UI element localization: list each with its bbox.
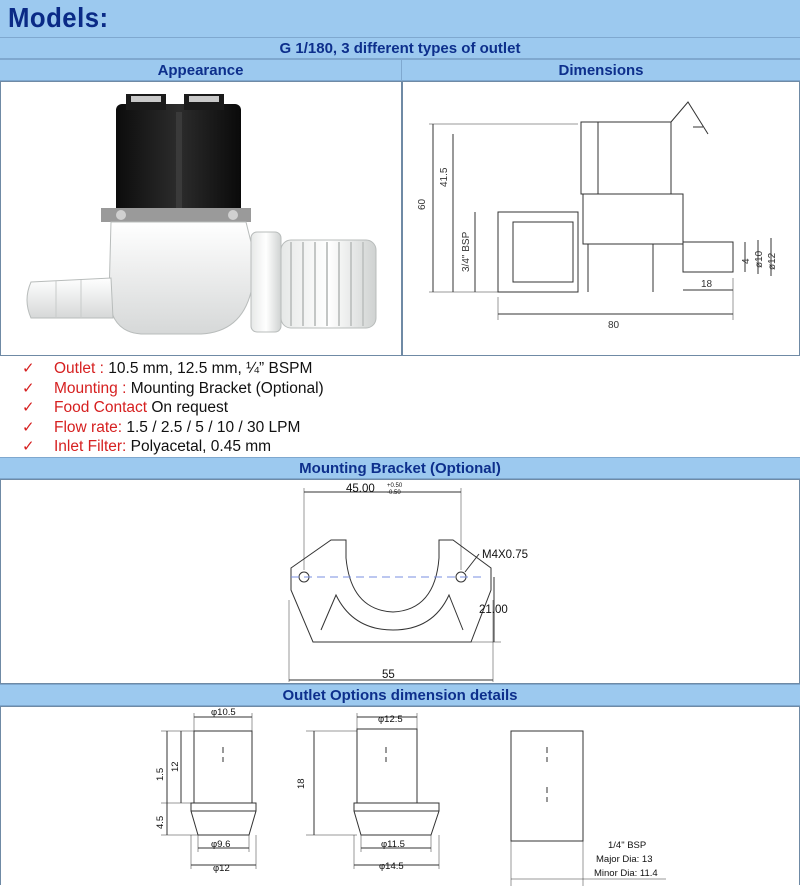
dim-inner: 4 <box>741 258 752 264</box>
dim-h-body: 41.5 <box>439 167 450 187</box>
bracket-width: 45.00 <box>346 483 375 495</box>
o3-line3: Minor Dia: 11.4 <box>594 868 658 879</box>
bracket-base: 55 <box>382 669 395 681</box>
feature-flow-rate: ✓ Flow rate: 1.5 / 2.5 / 5 / 10 / 30 LPM <box>22 418 301 436</box>
dimensions-cell <box>402 81 800 356</box>
dimensions-column-header <box>402 59 800 81</box>
o1-h1: 1.5 <box>155 767 166 781</box>
feature-inlet-filter: ✓ Inlet Filter: Polyacetal, 0.45 mm <box>22 438 272 455</box>
dim-outlet-len: 18 <box>701 279 713 290</box>
outlet-section-title: Outlet Options dimension details <box>282 687 518 704</box>
o1-d2: φ12 <box>213 863 230 874</box>
o2-d2: φ14.5 <box>379 861 404 872</box>
outlet-section-header <box>0 684 800 706</box>
dim-h-total: 60 <box>417 198 428 210</box>
page-title: Models: <box>8 2 109 33</box>
checkmark-icon: ✓ <box>22 360 35 377</box>
valve-dimension-drawing <box>403 82 799 355</box>
checkmark-icon: ✓ <box>22 399 35 416</box>
model-header <box>0 37 800 59</box>
dim-length: 80 <box>608 320 620 331</box>
bracket-tol-plus: +0.50 <box>387 483 403 489</box>
appearance-column-header <box>0 59 402 81</box>
bracket-thread: M4X0.75 <box>482 549 529 561</box>
o1-h2: 12 <box>170 761 181 772</box>
dim-bsp: 3/4" BSP <box>461 231 472 272</box>
bracket-section-header <box>0 457 800 479</box>
bracket-height: 21.00 <box>479 604 508 616</box>
models-title-bar <box>0 0 800 37</box>
outlet-drawing <box>1 707 799 886</box>
o3-line2: Major Dia: 13 <box>596 854 653 865</box>
checkmark-icon: ✓ <box>22 379 35 397</box>
bracket-section-title: Mounting Bracket (Optional) <box>299 460 501 477</box>
outlet-cell <box>0 706 800 885</box>
dim-d2: ø12 <box>767 252 778 270</box>
model-header-label: G 1/180, 3 different types of outlet <box>279 40 521 57</box>
checkmark-icon: ✓ <box>22 418 35 436</box>
feature-list <box>22 359 324 457</box>
o2-top-dia: φ12.5 <box>378 714 403 725</box>
feature-mounting: ✓ Mounting : Mounting Bracket (Optional) <box>22 379 324 397</box>
appearance-label: Appearance <box>157 62 244 79</box>
feature-food-contact: ✓ Food Contact On request <box>22 399 229 416</box>
appearance-cell <box>0 81 402 356</box>
o2-height: 18 <box>296 778 307 789</box>
o2-d1: φ11.5 <box>381 839 405 850</box>
bracket-tol-minus: -0.50 <box>387 490 401 496</box>
valve-photo <box>1 82 401 355</box>
dimensions-label: Dimensions <box>558 62 644 79</box>
o3-line1: 1/4" BSP <box>608 840 647 851</box>
feature-outlet: ✓ Outlet : 10.5 mm, 12.5 mm, ¼” BSPM <box>22 360 313 377</box>
checkmark-icon: ✓ <box>22 438 35 455</box>
o1-top-dia: φ10.5 <box>211 707 236 718</box>
bracket-drawing <box>1 480 799 683</box>
o1-d1: φ9.6 <box>211 839 231 850</box>
bracket-cell <box>0 479 800 684</box>
dim-d1: ø10 <box>754 250 765 268</box>
o1-h3: 4.5 <box>155 815 166 829</box>
